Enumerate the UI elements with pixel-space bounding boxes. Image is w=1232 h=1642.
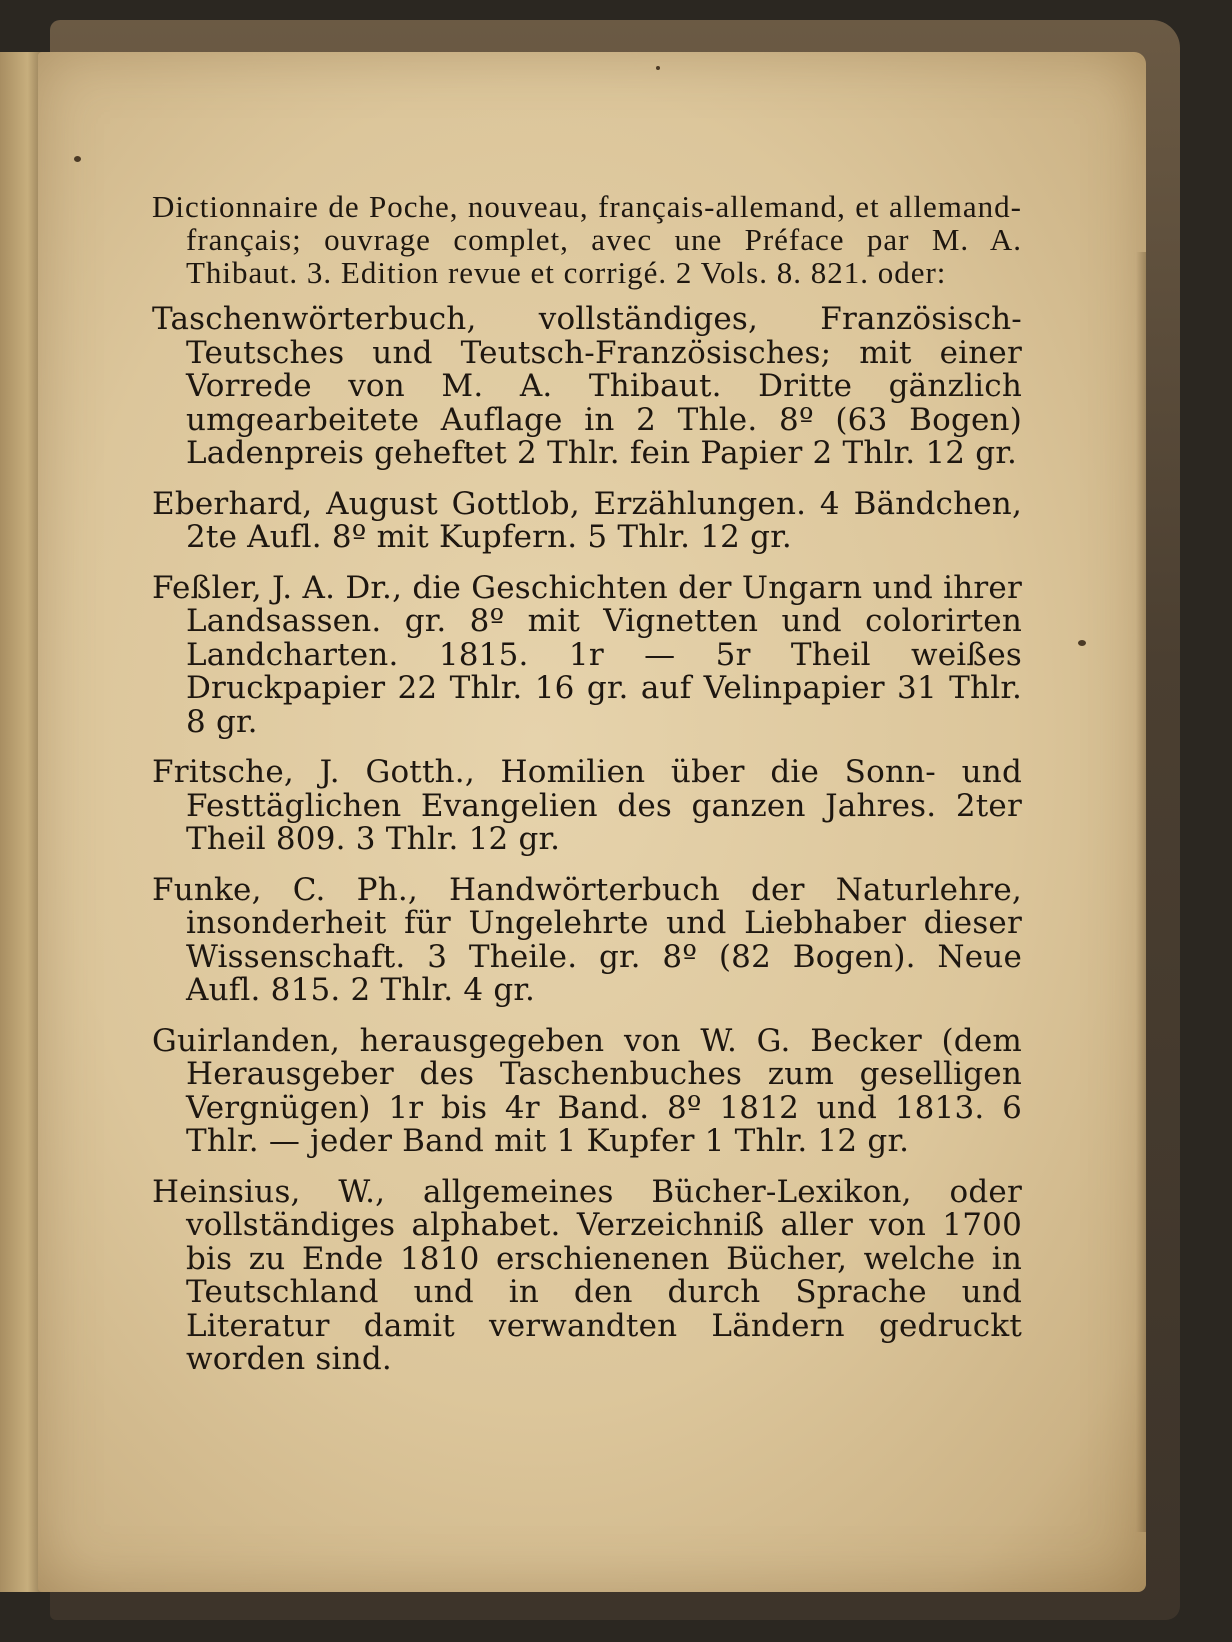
foxing-spot [1078,640,1086,646]
catalog-entry-fessler: Feßler, J. A. Dr., die Geschichten der Ungarn und ihrer Landsassen. gr. 8º mit Vignetten und colorirten Landcharten. 1815. 1r — 5r Theil weißes Druckpapier 22 Thlr. 16 gr. auf Velinpapier 31 Thlr. 8 gr. [152,569,1022,740]
book-page [38,52,1146,1592]
catalog-entry-fritsche: Fritsche, J. Gotth., Homilien über die Sonn- und Festtäglichen Evangelien des ganzen Jahres. 2ter Theil 809. 3 Thlr. 12 gr. [152,754,1022,857]
foxing-spot [74,156,81,162]
catalog-entry-guirlanden: Guirlanden, herausgegeben von W. G. Becker (dem Herausgeber des Taschenbuches zum geselligen Vergnügen) 1r bis 4r Band. 8º 1812 und 1813. 6 Thlr. — jeder Band mit 1 Kupfer 1 Thlr. 12 gr. [152,1022,1022,1159]
page-shadow [1136,252,1146,1532]
catalog-text [152,190,1022,1394]
catalog-entry-taschenwoerterbuch: Taschenwörterbuch, vollständiges, Französisch-Teutsches und Teutsch-Französisches; mit einer Vorrede von M. A. Thibaut. Dritte gänzlich umgearbeitete Auflage in 2 Thle. 8º (63 Bogen) Ladenpreis geheftet 2 Thlr. fein Papier 2 Thlr. 12 gr. [152,301,1022,471]
catalog-entry-dictionnaire: Dictionnaire de Poche, nouveau, français-allemand, et allemand-français; ouvrage complet, avec une Préface par M. A. Thibaut. 3. Edition revue et corrigé. 2 Vols. 8. 821. oder: [152,189,1022,290]
foxing-spot [656,66,660,70]
catalog-entry-heinsius: Heinsius, W., allgemeines Bücher-Lexikon, oder vollständiges alphabet. Verzeichniß aller von 1700 bis zu Ende 1810 erschienenen Bücher, welche in Teutschland und in den durch Sprache und Literatur damit verwandten Ländern gedruckt worden sind. [152,1173,1022,1377]
catalog-entry-eberhard: Eberhard, August Gottlob, Erzählungen. 4 Bändchen, 2te Aufl. 8º mit Kupfern. 5 Thlr. 12 gr. [152,485,1022,555]
catalog-entry-funke: Funke, C. Ph., Handwörterbuch der Naturlehre, insonderheit für Ungelehrte und Liebhaber dieser Wissenschaft. 3 Theile. gr. 8º (82 Bogen). Neue Aufl. 815. 2 Thlr. 4 gr. [152,871,1022,1008]
